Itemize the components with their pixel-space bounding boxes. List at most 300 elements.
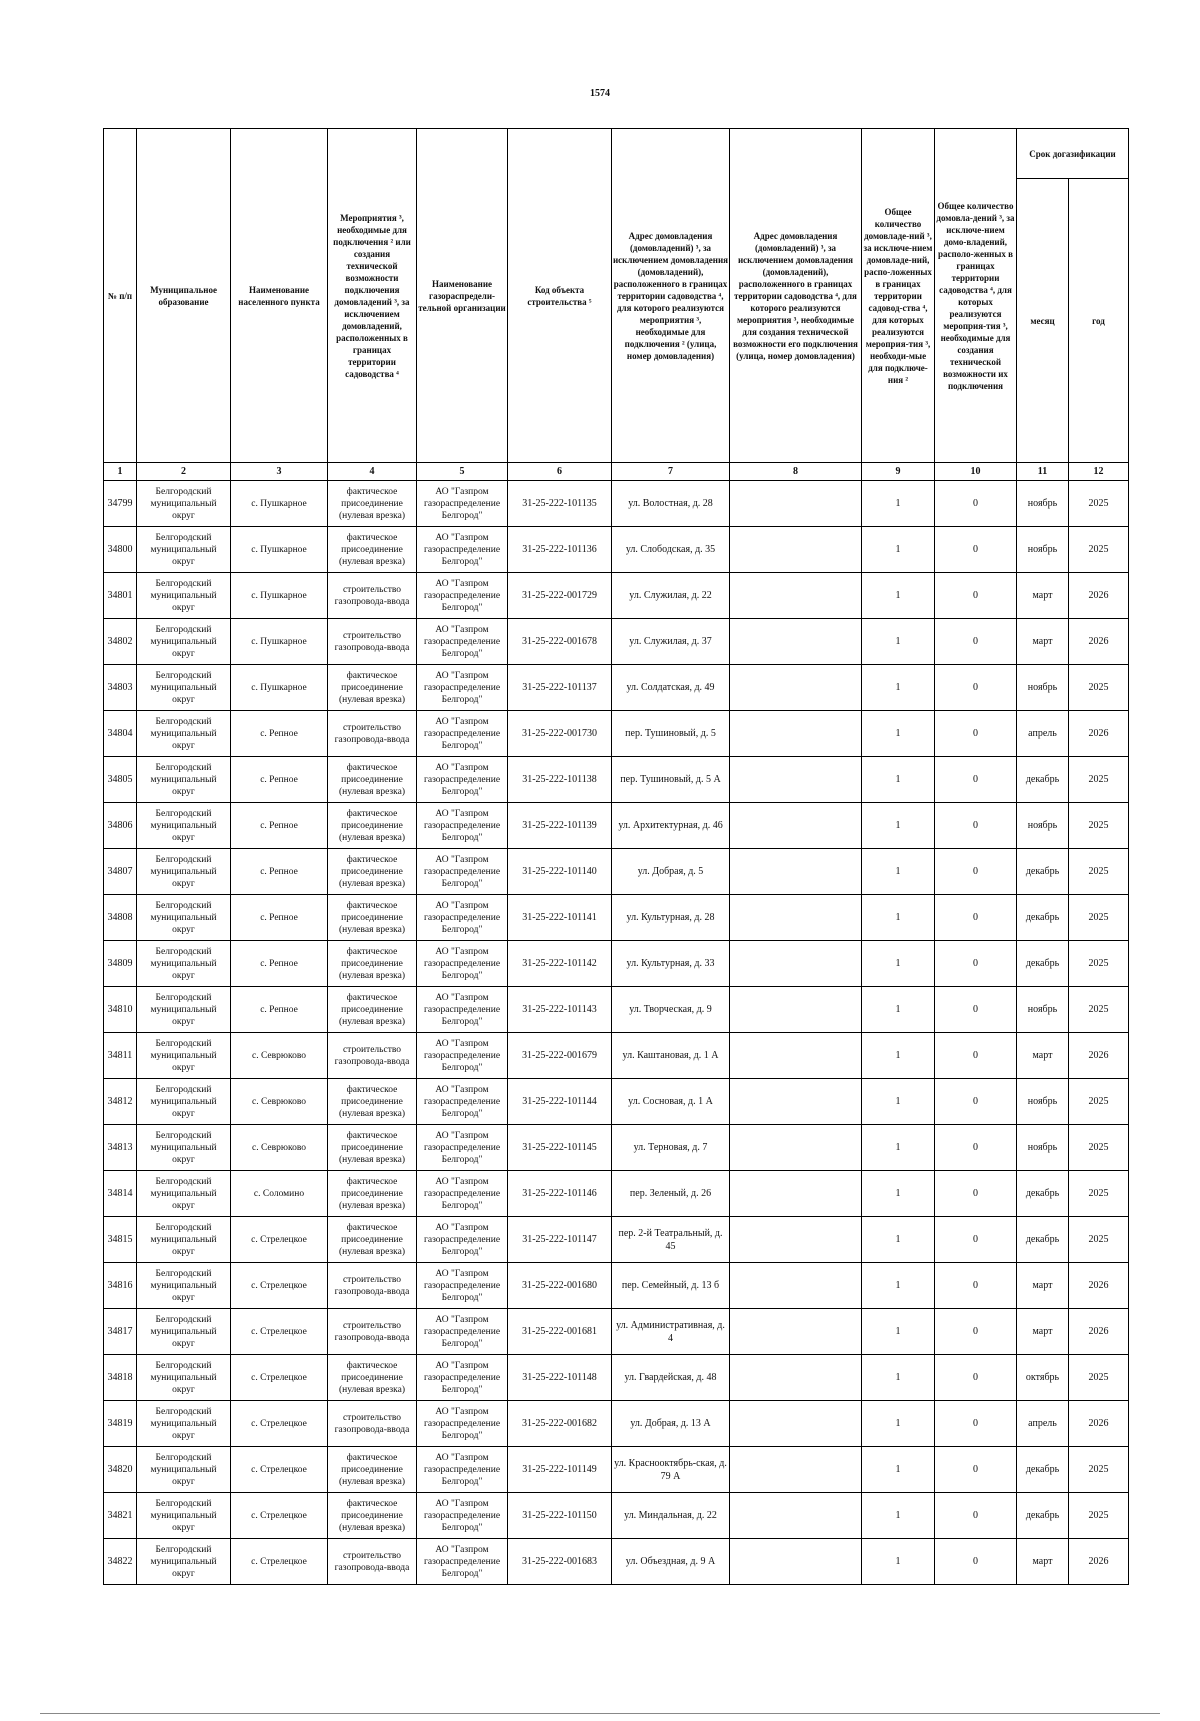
settlement-cell: с. Стрелецкое [231,1217,328,1263]
measure-cell: строительство газопровода-ввода [328,1263,417,1309]
organization-cell: АО "Газпром газораспределение Белгород" [417,711,508,757]
column-number: 5 [417,463,508,481]
count-technical-cell: 0 [935,1309,1017,1355]
count-technical-cell: 0 [935,757,1017,803]
object-code-cell: 31-25-222-101150 [508,1493,612,1539]
measure-cell: фактическое присоединение (нулевая врезка) [328,1171,417,1217]
technical-address-cell [730,1539,862,1585]
object-code-cell: 31-25-222-101137 [508,665,612,711]
address-cell: ул. Краснооктябрь-ская, д. 79 А [612,1447,730,1493]
month-cell: декабрь [1017,849,1069,895]
settlement-cell: с. Репное [231,987,328,1033]
row-number: 34822 [104,1539,137,1585]
row-number: 34809 [104,941,137,987]
column-number: 6 [508,463,612,481]
municipality-cell: Белгородский муниципальный округ [137,1539,231,1585]
object-code-cell: 31-25-222-101143 [508,987,612,1033]
table-row [104,1401,1129,1447]
measure-cell: фактическое присоединение (нулевая врезка) [328,1079,417,1125]
header-settlement: Наименование населенного пункта [231,129,328,463]
settlement-cell: с. Пушкарное [231,481,328,527]
table-row [104,1217,1129,1263]
count-connection-cell: 1 [862,987,935,1033]
year-cell: 2026 [1069,1401,1129,1447]
technical-address-cell [730,527,862,573]
row-number: 34816 [104,1263,137,1309]
row-number: 34811 [104,1033,137,1079]
count-technical-cell: 0 [935,941,1017,987]
settlement-cell: с. Репное [231,895,328,941]
count-connection-cell: 1 [862,711,935,757]
row-number: 34813 [104,1125,137,1171]
header-count-connection: Общее количество домовладе-ний ³, за исключе-нием домовладе-ний, распо-ложенных в границах территории садовод-ства ⁴, для которых реализуются мероприя-тия ³, необходи-мые для подключе-ния ² [862,129,935,463]
municipality-cell: Белгородский муниципальный округ [137,1079,231,1125]
row-number: 34819 [104,1401,137,1447]
table-row [104,711,1129,757]
address-cell: ул. Солдатская, д. 49 [612,665,730,711]
settlement-cell: с. Стрелецкое [231,1263,328,1309]
count-connection-cell: 1 [862,1447,935,1493]
month-cell: март [1017,1033,1069,1079]
technical-address-cell [730,481,862,527]
count-connection-cell: 1 [862,941,935,987]
year-cell: 2025 [1069,1125,1129,1171]
object-code-cell: 31-25-222-101146 [508,1171,612,1217]
count-technical-cell: 0 [935,573,1017,619]
address-cell: пер. Тушиновый, д. 5 [612,711,730,757]
measure-cell: фактическое присоединение (нулевая врезка) [328,1447,417,1493]
year-cell: 2026 [1069,1263,1129,1309]
row-number: 34815 [104,1217,137,1263]
count-technical-cell: 0 [935,1217,1017,1263]
year-cell: 2026 [1069,1309,1129,1355]
technical-address-cell [730,1447,862,1493]
table-row [104,573,1129,619]
year-cell: 2025 [1069,757,1129,803]
address-cell: ул. Культурная, д. 33 [612,941,730,987]
municipality-cell: Белгородский муниципальный округ [137,1125,231,1171]
table-row [104,1447,1129,1493]
object-code-cell: 31-25-222-001679 [508,1033,612,1079]
scan-edge-line [40,1713,1160,1714]
municipality-cell: Белгородский муниципальный округ [137,527,231,573]
settlement-cell: с. Стрелецкое [231,1539,328,1585]
object-code-cell: 31-25-222-001683 [508,1539,612,1585]
settlement-cell: с. Севрюково [231,1125,328,1171]
measure-cell: фактическое присоединение (нулевая врезка) [328,987,417,1033]
count-connection-cell: 1 [862,481,935,527]
table-row [104,803,1129,849]
municipality-cell: Белгородский муниципальный округ [137,849,231,895]
address-cell: пер. Семейный, д. 13 б [612,1263,730,1309]
count-technical-cell: 0 [935,1263,1017,1309]
row-number: 34803 [104,665,137,711]
municipality-cell: Белгородский муниципальный округ [137,1171,231,1217]
header-address-connection: Адрес домовладения (домовладений) ³, за исключением домовладения (домовладений), расположенного в границах территории садоводства ⁴, для которого реализуются мероприятия ³, необходимые для подключения ² (улица, номер домовладения) [612,129,730,463]
technical-address-cell [730,711,862,757]
row-number: 34808 [104,895,137,941]
municipality-cell: Белгородский муниципальный округ [137,941,231,987]
technical-address-cell [730,1309,862,1355]
address-cell: ул. Терновая, д. 7 [612,1125,730,1171]
settlement-cell: с. Стрелецкое [231,1401,328,1447]
municipality-cell: Белгородский муниципальный округ [137,665,231,711]
count-technical-cell: 0 [935,665,1017,711]
header-row-number: № п/п [104,129,137,463]
object-code-cell: 31-25-222-001682 [508,1401,612,1447]
month-cell: ноябрь [1017,481,1069,527]
municipality-cell: Белгородский муниципальный округ [137,757,231,803]
address-cell: ул. Добрая, д. 5 [612,849,730,895]
object-code-cell: 31-25-222-001678 [508,619,612,665]
technical-address-cell [730,1171,862,1217]
year-cell: 2025 [1069,941,1129,987]
measure-cell: фактическое присоединение (нулевая врезка) [328,1493,417,1539]
settlement-cell: с. Стрелецкое [231,1355,328,1401]
month-cell: ноябрь [1017,527,1069,573]
count-technical-cell: 0 [935,1539,1017,1585]
month-cell: март [1017,1309,1069,1355]
settlement-cell: с. Репное [231,941,328,987]
organization-cell: АО "Газпром газораспределение Белгород" [417,1355,508,1401]
count-connection-cell: 1 [862,1493,935,1539]
column-number: 9 [862,463,935,481]
month-cell: март [1017,1539,1069,1585]
column-number: 12 [1069,463,1129,481]
address-cell: ул. Каштановая, д. 1 А [612,1033,730,1079]
table-row [104,481,1129,527]
month-cell: декабрь [1017,1217,1069,1263]
organization-cell: АО "Газпром газораспределение Белгород" [417,803,508,849]
municipality-cell: Белгородский муниципальный округ [137,711,231,757]
year-cell: 2025 [1069,1493,1129,1539]
year-cell: 2025 [1069,527,1129,573]
count-technical-cell: 0 [935,1355,1017,1401]
column-number: 11 [1017,463,1069,481]
table-row [104,1493,1129,1539]
count-technical-cell: 0 [935,849,1017,895]
organization-cell: АО "Газпром газораспределение Белгород" [417,757,508,803]
organization-cell: АО "Газпром газораспределение Белгород" [417,1493,508,1539]
organization-cell: АО "Газпром газораспределение Белгород" [417,987,508,1033]
table-row [104,941,1129,987]
object-code-cell: 31-25-222-101148 [508,1355,612,1401]
municipality-cell: Белгородский муниципальный округ [137,619,231,665]
year-cell: 2025 [1069,849,1129,895]
month-cell: октябрь [1017,1355,1069,1401]
row-number: 34814 [104,1171,137,1217]
settlement-cell: с. Пушкарное [231,573,328,619]
object-code-cell: 31-25-222-001680 [508,1263,612,1309]
municipality-cell: Белгородский муниципальный округ [137,1309,231,1355]
month-cell: ноябрь [1017,1125,1069,1171]
header-municipality: Муниципальное образование [137,129,231,463]
municipality-cell: Белгородский муниципальный округ [137,987,231,1033]
count-connection-cell: 1 [862,849,935,895]
municipality-cell: Белгородский муниципальный округ [137,1493,231,1539]
column-number: 7 [612,463,730,481]
technical-address-cell [730,849,862,895]
year-cell: 2026 [1069,1539,1129,1585]
month-cell: декабрь [1017,895,1069,941]
technical-address-cell [730,573,862,619]
year-cell: 2026 [1069,619,1129,665]
measure-cell: фактическое присоединение (нулевая врезка) [328,941,417,987]
settlement-cell: с. Репное [231,849,328,895]
settlement-cell: с. Пушкарное [231,527,328,573]
year-cell: 2025 [1069,1355,1129,1401]
measure-cell: фактическое присоединение (нулевая врезка) [328,1355,417,1401]
organization-cell: АО "Газпром газораспределение Белгород" [417,941,508,987]
table-row [104,665,1129,711]
month-cell: декабрь [1017,757,1069,803]
count-connection-cell: 1 [862,1033,935,1079]
count-connection-cell: 1 [862,619,935,665]
table-row [104,1309,1129,1355]
row-number: 34805 [104,757,137,803]
measure-cell: фактическое присоединение (нулевая врезка) [328,849,417,895]
measure-cell: фактическое присоединение (нулевая врезка) [328,757,417,803]
measure-cell: строительство газопровода-ввода [328,1401,417,1447]
object-code-cell: 31-25-222-101139 [508,803,612,849]
table-row [104,1033,1129,1079]
technical-address-cell [730,1401,862,1447]
municipality-cell: Белгородский муниципальный округ [137,1401,231,1447]
measure-cell: строительство газопровода-ввода [328,1033,417,1079]
table-row [104,1079,1129,1125]
object-code-cell: 31-25-222-101140 [508,849,612,895]
count-connection-cell: 1 [862,803,935,849]
count-technical-cell: 0 [935,619,1017,665]
year-cell: 2026 [1069,1033,1129,1079]
organization-cell: АО "Газпром газораспределение Белгород" [417,665,508,711]
object-code-cell: 31-25-222-001681 [508,1309,612,1355]
count-connection-cell: 1 [862,573,935,619]
technical-address-cell [730,803,862,849]
row-number: 34812 [104,1079,137,1125]
count-technical-cell: 0 [935,711,1017,757]
count-connection-cell: 1 [862,527,935,573]
count-technical-cell: 0 [935,1125,1017,1171]
settlement-cell: с. Пушкарное [231,665,328,711]
table-row [104,1539,1129,1585]
municipality-cell: Белгородский муниципальный округ [137,1447,231,1493]
column-number: 2 [137,463,231,481]
settlement-cell: с. Севрюково [231,1033,328,1079]
measure-cell: фактическое присоединение (нулевая врезка) [328,481,417,527]
column-number: 3 [231,463,328,481]
row-number: 34821 [104,1493,137,1539]
row-number: 34800 [104,527,137,573]
address-cell: ул. Архитектурная, д. 46 [612,803,730,849]
month-cell: декабрь [1017,1171,1069,1217]
count-connection-cell: 1 [862,1539,935,1585]
technical-address-cell [730,757,862,803]
settlement-cell: с. Севрюково [231,1079,328,1125]
organization-cell: АО "Газпром газораспределение Белгород" [417,1125,508,1171]
settlement-cell: с. Соломино [231,1171,328,1217]
table-row [104,1125,1129,1171]
row-number: 34801 [104,573,137,619]
month-cell: апрель [1017,711,1069,757]
count-technical-cell: 0 [935,895,1017,941]
address-cell: ул. Творческая, д. 9 [612,987,730,1033]
municipality-cell: Белгородский муниципальный округ [137,1263,231,1309]
column-number: 1 [104,463,137,481]
column-number: 8 [730,463,862,481]
column-number-row [104,463,1129,481]
header-month: месяц [1017,179,1069,463]
table-row [104,1355,1129,1401]
technical-address-cell [730,1033,862,1079]
count-connection-cell: 1 [862,895,935,941]
measure-cell: строительство газопровода-ввода [328,1539,417,1585]
object-code-cell: 31-25-222-101149 [508,1447,612,1493]
header-address-technical: Адрес домовладения (домовладений) ³, за исключением домовладения (домовладений), расположенного в границах территории садоводства ⁴, для которого реализуются мероприятия ³, необходимые для создания технической возможности его подключения (улица, номер домовладения) [730,129,862,463]
count-connection-cell: 1 [862,1309,935,1355]
address-cell: пер. Тушиновый, д. 5 А [612,757,730,803]
organization-cell: АО "Газпром газораспределение Белгород" [417,895,508,941]
row-number: 34804 [104,711,137,757]
municipality-cell: Белгородский муниципальный округ [137,1355,231,1401]
technical-address-cell [730,1217,862,1263]
technical-address-cell [730,1079,862,1125]
settlement-cell: с. Репное [231,711,328,757]
count-connection-cell: 1 [862,1263,935,1309]
count-technical-cell: 0 [935,1079,1017,1125]
address-cell: ул. Сосновая, д. 1 А [612,1079,730,1125]
month-cell: ноябрь [1017,665,1069,711]
row-number: 34817 [104,1309,137,1355]
technical-address-cell [730,665,862,711]
row-number: 34818 [104,1355,137,1401]
count-technical-cell: 0 [935,1033,1017,1079]
year-cell: 2025 [1069,1447,1129,1493]
object-code-cell: 31-25-222-101135 [508,481,612,527]
settlement-cell: с. Пушкарное [231,619,328,665]
technical-address-cell [730,987,862,1033]
address-cell: ул. Волостная, д. 28 [612,481,730,527]
organization-cell: АО "Газпром газораспределение Белгород" [417,1079,508,1125]
technical-address-cell [730,1125,862,1171]
municipality-cell: Белгородский муниципальный округ [137,573,231,619]
object-code-cell: 31-25-222-101141 [508,895,612,941]
row-number: 34802 [104,619,137,665]
object-code-cell: 31-25-222-101138 [508,757,612,803]
municipality-cell: Белгородский муниципальный округ [137,895,231,941]
table-row [104,987,1129,1033]
address-cell: ул. Объездная, д. 9 А [612,1539,730,1585]
count-technical-cell: 0 [935,1493,1017,1539]
municipality-cell: Белгородский муниципальный округ [137,1033,231,1079]
settlement-cell: с. Стрелецкое [231,1493,328,1539]
year-cell: 2025 [1069,665,1129,711]
measure-cell: строительство газопровода-ввода [328,711,417,757]
count-technical-cell: 0 [935,481,1017,527]
address-cell: ул. Культурная, д. 28 [612,895,730,941]
organization-cell: АО "Газпром газораспределение Белгород" [417,481,508,527]
month-cell: март [1017,1263,1069,1309]
page-number: 1574 [590,88,610,99]
year-cell: 2026 [1069,573,1129,619]
organization-cell: АО "Газпром газораспределение Белгород" [417,1447,508,1493]
measure-cell: строительство газопровода-ввода [328,1309,417,1355]
header-object-code: Код объекта строительства ⁵ [508,129,612,463]
year-cell: 2025 [1069,481,1129,527]
month-cell: март [1017,619,1069,665]
header-year: год [1069,179,1129,463]
month-cell: март [1017,573,1069,619]
object-code-cell: 31-25-222-001729 [508,573,612,619]
count-technical-cell: 0 [935,1171,1017,1217]
measure-cell: строительство газопровода-ввода [328,573,417,619]
count-technical-cell: 0 [935,1447,1017,1493]
count-connection-cell: 1 [862,1217,935,1263]
row-number: 34810 [104,987,137,1033]
month-cell: ноябрь [1017,803,1069,849]
count-connection-cell: 1 [862,1125,935,1171]
table-row [104,757,1129,803]
row-number: 34820 [104,1447,137,1493]
count-connection-cell: 1 [862,1079,935,1125]
row-number: 34806 [104,803,137,849]
table-row [104,619,1129,665]
month-cell: ноябрь [1017,1079,1069,1125]
count-connection-cell: 1 [862,1171,935,1217]
settlement-cell: с. Репное [231,757,328,803]
measure-cell: фактическое присоединение (нулевая врезка) [328,527,417,573]
header-measures: Мероприятия ³, необходимые для подключения ² или создания технической возможности подключения домовладений ³, за исключением домовладений, расположенных в границах территории садоводства ⁴ [328,129,417,463]
year-cell: 2025 [1069,803,1129,849]
measure-cell: строительство газопровода-ввода [328,619,417,665]
organization-cell: АО "Газпром газораспределение Белгород" [417,1401,508,1447]
object-code-cell: 31-25-222-101142 [508,941,612,987]
technical-address-cell [730,895,862,941]
row-number: 34799 [104,481,137,527]
object-code-cell: 31-25-222-101147 [508,1217,612,1263]
header-organization: Наименование газораспредели-тельной организации [417,129,508,463]
row-number: 34807 [104,849,137,895]
month-cell: ноябрь [1017,987,1069,1033]
address-cell: ул. Служилая, д. 37 [612,619,730,665]
municipality-cell: Белгородский муниципальный округ [137,481,231,527]
count-connection-cell: 1 [862,757,935,803]
technical-address-cell [730,619,862,665]
organization-cell: АО "Газпром газораспределение Белгород" [417,527,508,573]
count-technical-cell: 0 [935,527,1017,573]
organization-cell: АО "Газпром газораспределение Белгород" [417,619,508,665]
measure-cell: фактическое присоединение (нулевая врезка) [328,665,417,711]
organization-cell: АО "Газпром газораспределение Белгород" [417,1217,508,1263]
month-cell: апрель [1017,1401,1069,1447]
month-cell: декабрь [1017,941,1069,987]
municipality-cell: Белгородский муниципальный округ [137,803,231,849]
organization-cell: АО "Газпром газораспределение Белгород" [417,1539,508,1585]
address-cell: ул. Слободская, д. 35 [612,527,730,573]
year-cell: 2025 [1069,987,1129,1033]
object-code-cell: 31-25-222-101145 [508,1125,612,1171]
technical-address-cell [730,1493,862,1539]
month-cell: декабрь [1017,1447,1069,1493]
measure-cell: фактическое присоединение (нулевая врезка) [328,803,417,849]
table-row [104,527,1129,573]
year-cell: 2025 [1069,895,1129,941]
organization-cell: АО "Газпром газораспределение Белгород" [417,1309,508,1355]
count-connection-cell: 1 [862,1355,935,1401]
organization-cell: АО "Газпром газораспределение Белгород" [417,849,508,895]
address-cell: пер. Зеленый, д. 26 [612,1171,730,1217]
year-cell: 2025 [1069,1079,1129,1125]
